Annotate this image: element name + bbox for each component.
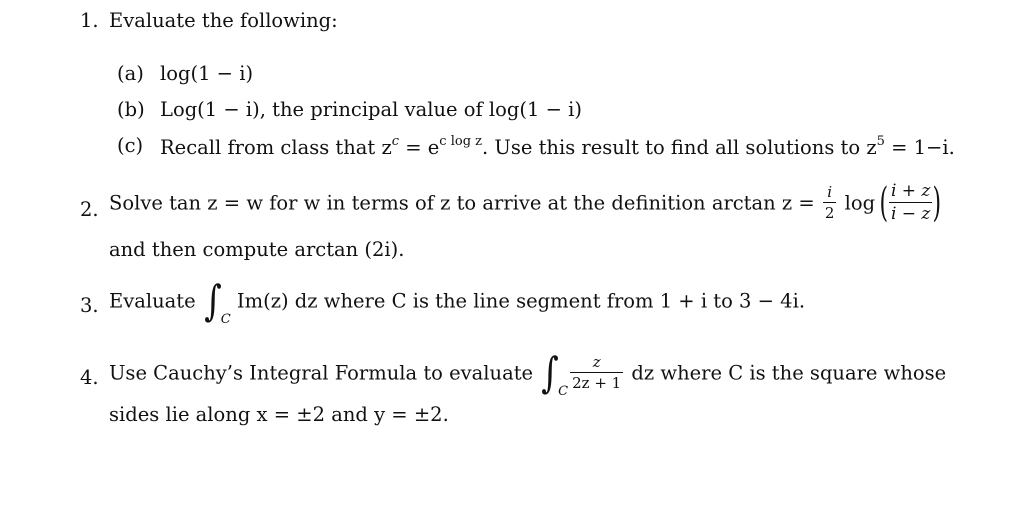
problem-1c-sup2: c log z bbox=[439, 134, 482, 149]
problem-1c-text bbox=[160, 134, 955, 159]
problem-2-line1-start: Solve tan z = w for w in terms of z to arrive at the definition arctan z = bbox=[109, 191, 821, 215]
integral-sign-icon: ∫ bbox=[541, 348, 559, 397]
problem-2-frac2-num: i + z bbox=[890, 181, 931, 201]
problem-1c-tail: = 1−i. bbox=[884, 136, 955, 159]
problem-1a-expr: log(1 − i) bbox=[160, 62, 254, 85]
problem-1b-text: Log(1 − i), the principal value of log(1 − i) bbox=[160, 98, 582, 121]
problem-2-log-word: log bbox=[838, 191, 882, 215]
problem-2-frac1-num: i bbox=[827, 183, 833, 201]
problem-4-frac-num: z bbox=[592, 353, 601, 371]
problem-2-frac2 bbox=[889, 183, 932, 223]
problem-2-frac1-den: 2 bbox=[824, 204, 835, 222]
problem-2-number: 2. bbox=[80, 198, 99, 221]
integral-sign-icon: ∫ bbox=[204, 276, 222, 325]
problem-3-text-start: Evaluate bbox=[109, 289, 202, 313]
problem-4-number: 4. bbox=[80, 366, 99, 389]
problem-4-text-end: dz where C is the square whose bbox=[625, 361, 947, 385]
problem-3-integral-sub: C bbox=[220, 311, 231, 327]
problem-1b-label: (b) bbox=[117, 98, 145, 121]
problem-4-frac bbox=[570, 355, 623, 391]
problem-4-frac-den: 2z + 1 bbox=[572, 374, 622, 392]
problem-3-number: 3. bbox=[80, 294, 99, 317]
problem-1c-text-start: Recall from class that z bbox=[160, 136, 392, 159]
problem-3-line bbox=[109, 276, 806, 327]
problem-4-text-start: Use Cauchy’s Integral Formula to evaluate bbox=[109, 361, 540, 385]
left-paren-glyph: ( bbox=[879, 180, 889, 226]
problem-4-line1 bbox=[109, 348, 947, 399]
problem-2-line1 bbox=[109, 180, 942, 226]
problem-4-integral-sub: C bbox=[558, 383, 569, 399]
problem-1c-eq: = e bbox=[399, 136, 440, 159]
problem-1c-sup3: 5 bbox=[876, 134, 885, 149]
problem-1c-label: (c) bbox=[117, 134, 144, 157]
problem-2-line2: and then compute arctan (2i). bbox=[109, 238, 405, 261]
problem-1-number: 1. bbox=[80, 9, 99, 32]
right-paren-glyph: ) bbox=[932, 180, 942, 226]
problem-2-frac2-den: i − z bbox=[890, 204, 931, 224]
problem-2-frac1 bbox=[823, 185, 837, 221]
problem-3-text-end: Im(z) dz where C is the line segment from 1 + i to 3 − 4i. bbox=[230, 289, 806, 313]
problem-1c-sup1: c bbox=[391, 134, 400, 149]
problem-1-text: Evaluate the following: bbox=[109, 9, 338, 32]
problem-1a-label: (a) bbox=[117, 62, 144, 85]
problem-1c-text-end: . Use this result to find all solutions to z bbox=[482, 136, 877, 159]
problem-4-line2: sides lie along x = ±2 and y = ±2. bbox=[109, 403, 449, 426]
